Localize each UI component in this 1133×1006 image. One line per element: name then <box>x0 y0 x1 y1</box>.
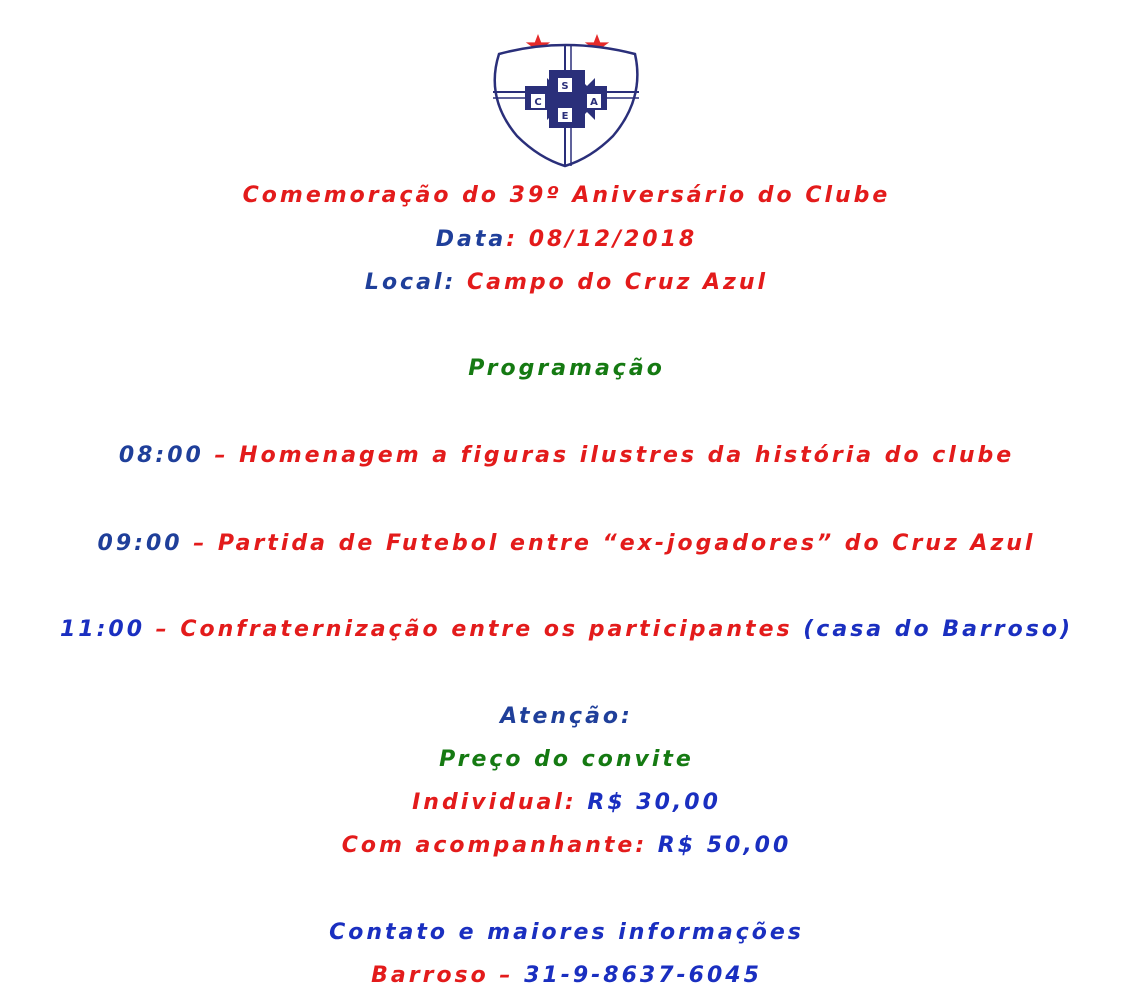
schedule-time: 11:00 <box>59 617 145 642</box>
atencao-heading: Atenção: <box>500 704 633 729</box>
crest-letter-e: E <box>561 111 569 122</box>
schedule-description: Partida de Futebol entre “ex-jogadores” do Cruz Azul <box>217 531 1036 556</box>
contato-name: Barroso <box>371 963 489 988</box>
event-date <box>0 226 1133 254</box>
price-acompanhante-value: R$ 50,00 <box>647 833 792 858</box>
schedule-separator: – <box>203 443 240 468</box>
price-acompanhante <box>0 832 1133 860</box>
contato-phone: 31-9-8637-6045 <box>524 963 762 988</box>
event-title: Comemoração do 39º Aniversário do Clube <box>242 183 891 208</box>
local-label: Local: <box>364 270 457 295</box>
event-local <box>0 269 1133 297</box>
schedule-item <box>0 530 1133 558</box>
programacao-heading: Programação <box>468 356 665 381</box>
crest-letter-a: A <box>590 97 598 108</box>
price-individual <box>0 789 1133 817</box>
schedule-separator: – <box>182 531 218 556</box>
price-individual-label: Individual: <box>412 790 577 815</box>
preco-heading: Preço do convite <box>439 747 694 772</box>
contato-heading: Contato e maiores informações <box>329 920 804 945</box>
schedule-description: Homenagem a figuras ilustres da história do clube <box>239 443 1015 468</box>
crest-letter-c: C <box>534 97 542 108</box>
crest-letter-s: S <box>561 81 569 92</box>
schedule-description: Confraternização entre os participantes <box>180 617 793 642</box>
schedule-time: 08:00 <box>118 443 204 468</box>
price-acompanhante-label: Com acompanhante: <box>341 833 648 858</box>
schedule-item <box>0 442 1133 470</box>
date-value: : 08/12/2018 <box>506 227 698 252</box>
schedule-time: 09:00 <box>97 531 183 556</box>
schedule-separator: – <box>145 617 181 642</box>
contato-line <box>0 962 1133 990</box>
contato-separator: – <box>488 963 525 988</box>
date-label: Data <box>435 227 507 252</box>
club-crest-logo <box>487 32 643 168</box>
price-individual-value: R$ 30,00 <box>576 790 721 815</box>
schedule-item <box>0 616 1133 644</box>
local-value: Campo do Cruz Azul <box>466 270 769 295</box>
schedule-extra: (casa do Barroso) <box>792 617 1074 642</box>
